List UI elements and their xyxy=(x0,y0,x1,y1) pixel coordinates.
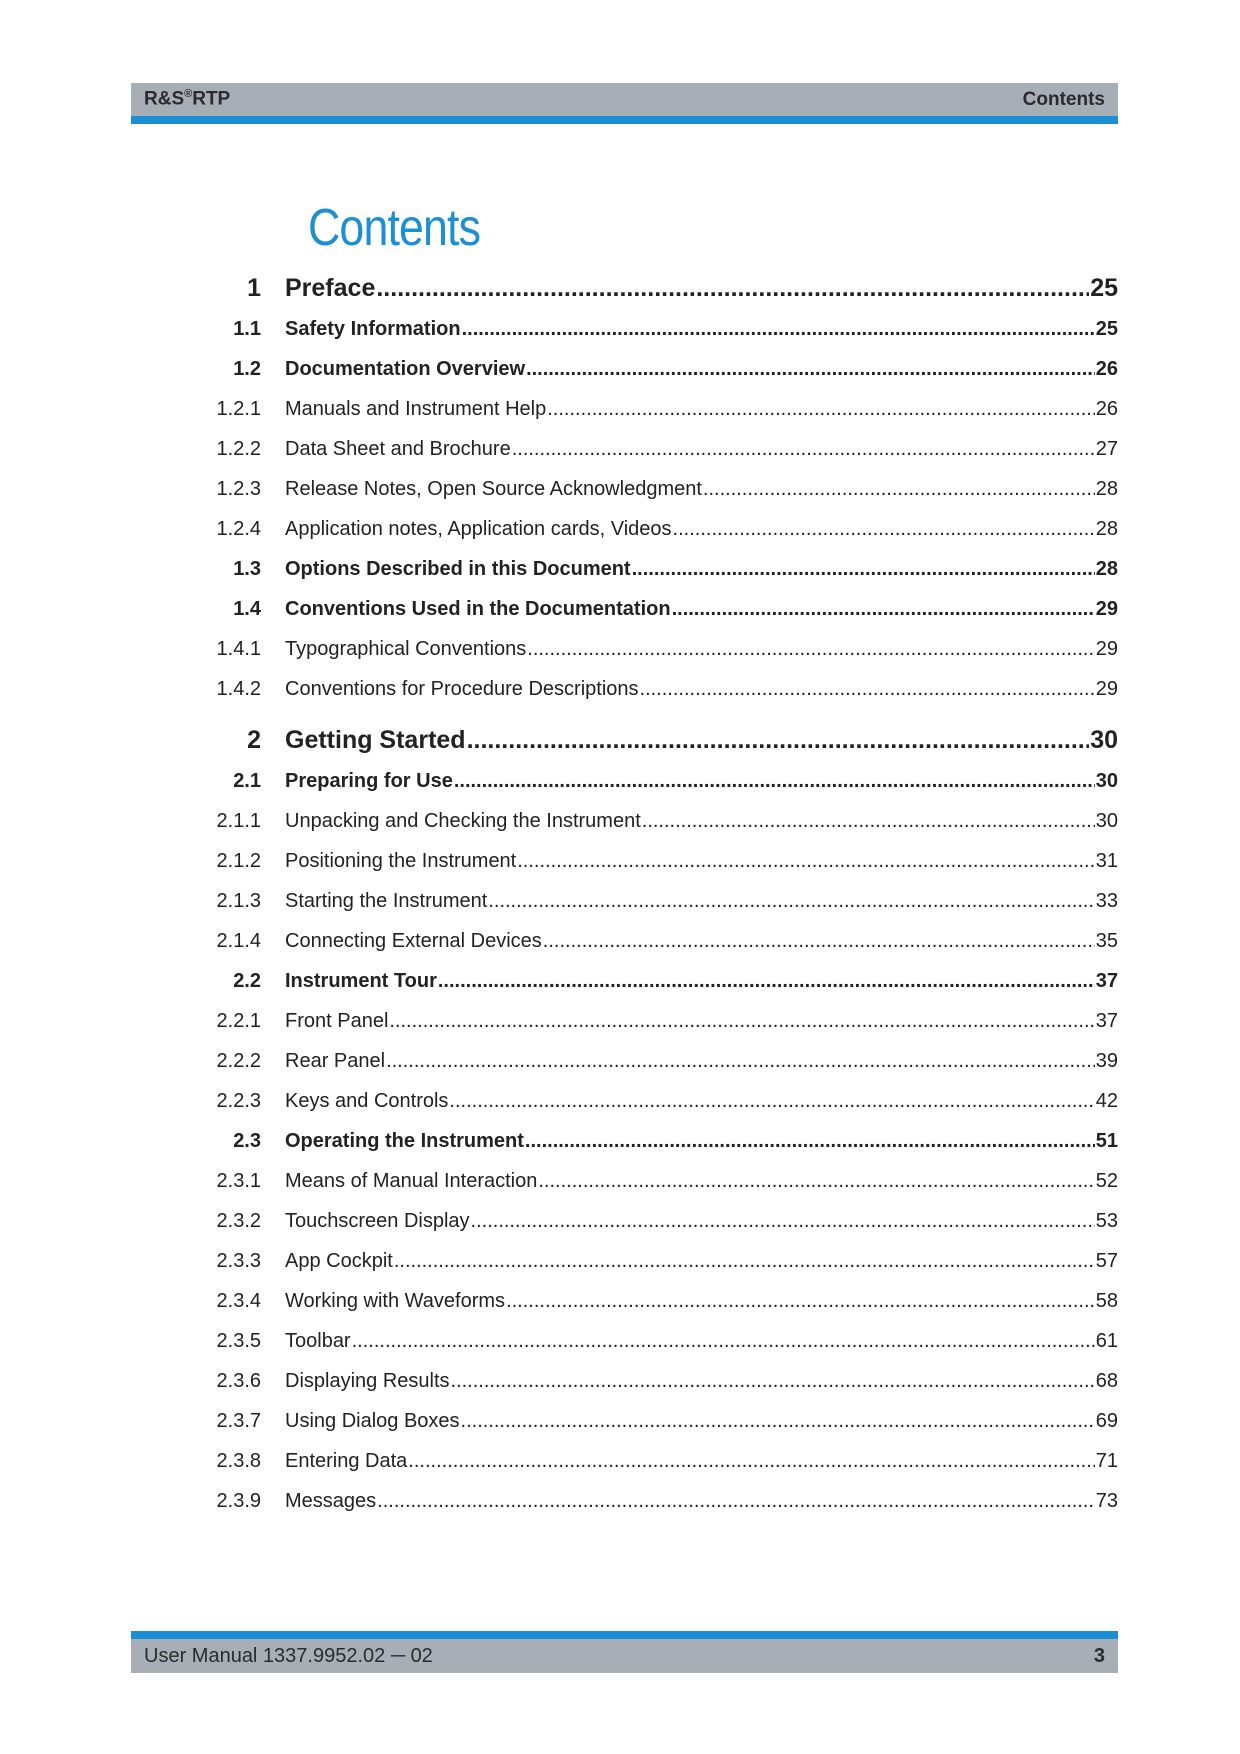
page-title: Contents xyxy=(308,199,481,257)
dot-leader xyxy=(526,358,1095,381)
toc-entry[interactable] xyxy=(131,970,1118,1004)
toc-entry-page[interactable]: 31 xyxy=(1095,850,1118,872)
toc-entry[interactable] xyxy=(131,1090,1118,1124)
toc-entry-page[interactable]: 33 xyxy=(1095,890,1118,912)
dot-leader xyxy=(547,398,1095,421)
toc-entry[interactable] xyxy=(131,678,1118,712)
toc-entry-page[interactable]: 51 xyxy=(1095,1130,1118,1152)
toc-entry-page[interactable]: 30 xyxy=(1095,770,1118,792)
toc-entry-title[interactable]: Preface xyxy=(285,274,376,302)
toc-entry-page[interactable]: 61 xyxy=(1095,1330,1118,1352)
toc-entry-title[interactable]: Operating the Instrument xyxy=(285,1130,524,1152)
toc-entry-title[interactable]: Toolbar xyxy=(285,1330,351,1352)
toc-entry-title[interactable]: Front Panel xyxy=(285,1010,389,1032)
toc-entry-title[interactable]: Working with Waveforms xyxy=(285,1290,506,1312)
toc-entry-page[interactable]: 52 xyxy=(1095,1170,1118,1192)
toc-entry-page[interactable]: 26 xyxy=(1095,358,1118,380)
toc-entry-page[interactable]: 71 xyxy=(1095,1450,1118,1472)
toc-entry-title[interactable]: Documentation Overview xyxy=(285,358,526,380)
toc-entry-title[interactable]: Manuals and Instrument Help xyxy=(285,398,547,420)
toc-entry[interactable] xyxy=(131,274,1118,308)
toc-entry[interactable] xyxy=(131,1330,1118,1364)
toc-entry[interactable] xyxy=(131,1290,1118,1324)
dot-leader xyxy=(527,638,1094,661)
dot-leader xyxy=(471,1210,1095,1233)
toc-entry-title[interactable]: Instrument Tour xyxy=(285,970,437,992)
toc-entry-title[interactable]: Messages xyxy=(285,1490,377,1512)
toc-entry[interactable] xyxy=(131,318,1118,352)
toc-entry-page[interactable]: 37 xyxy=(1095,1010,1118,1032)
toc-entry-number: 2.3.6 xyxy=(216,1370,261,1392)
toc-entry[interactable] xyxy=(131,558,1118,592)
dot-leader xyxy=(538,1170,1094,1193)
toc-entry-title[interactable]: Release Notes, Open Source Acknowledgment xyxy=(285,478,702,500)
dot-leader xyxy=(461,1410,1095,1433)
toc-entry-title[interactable]: Data Sheet and Brochure xyxy=(285,438,511,460)
toc-entry-number: 1.4 xyxy=(233,598,261,620)
dot-leader xyxy=(642,810,1095,833)
toc-entry-page[interactable]: 30 xyxy=(1090,726,1118,754)
page-number: 3 xyxy=(1093,1644,1105,1667)
toc-entry-number: 2.2.3 xyxy=(216,1090,261,1112)
toc-entry-title[interactable]: Means of Manual Interaction xyxy=(285,1170,538,1192)
dot-leader xyxy=(386,1050,1095,1073)
toc-entry-page[interactable]: 29 xyxy=(1095,598,1118,620)
toc-entry-page[interactable]: 73 xyxy=(1095,1490,1118,1512)
toc-entry[interactable] xyxy=(131,890,1118,924)
toc-entry-number: 2.3.5 xyxy=(216,1330,261,1352)
dot-leader xyxy=(506,1290,1095,1313)
toc-entry-number: 2.1.3 xyxy=(216,890,261,912)
toc-entry-title[interactable]: App Cockpit xyxy=(285,1250,393,1272)
toc-entry-number: 2.3.7 xyxy=(216,1410,261,1432)
dot-leader xyxy=(376,274,1089,303)
toc-entry-title[interactable]: Touchscreen Display xyxy=(285,1210,470,1232)
dot-leader xyxy=(389,1010,1094,1033)
toc-entry-number: 2.3.3 xyxy=(216,1250,261,1272)
toc-entry[interactable] xyxy=(131,930,1118,964)
toc-entry[interactable] xyxy=(131,398,1118,432)
toc-entry-title[interactable]: Positioning the Instrument xyxy=(285,850,517,872)
toc-entry-title[interactable]: Rear Panel xyxy=(285,1050,386,1072)
dot-leader xyxy=(543,930,1095,953)
toc-entry-number: 1.2.2 xyxy=(216,438,261,460)
toc-entry[interactable] xyxy=(131,438,1118,472)
toc-entry-page[interactable]: 29 xyxy=(1095,678,1118,700)
toc-entry-page[interactable]: 39 xyxy=(1095,1050,1118,1072)
toc-entry-title[interactable]: Keys and Controls xyxy=(285,1090,449,1112)
toc-entry[interactable] xyxy=(131,1210,1118,1244)
dot-leader xyxy=(408,1450,1094,1473)
toc-entry[interactable] xyxy=(131,1490,1118,1524)
footer-rule xyxy=(131,1631,1118,1639)
toc-entry-title[interactable]: Displaying Results xyxy=(285,1370,450,1392)
toc-entry-number: 2.2.2 xyxy=(216,1050,261,1072)
toc-entry[interactable] xyxy=(131,1050,1118,1084)
dot-leader xyxy=(449,1090,1094,1113)
toc-entry-title[interactable]: Connecting External Devices xyxy=(285,930,542,952)
toc-entry-page[interactable]: 57 xyxy=(1095,1250,1118,1272)
toc-entry-page[interactable]: 28 xyxy=(1095,558,1118,580)
dot-leader xyxy=(517,850,1095,873)
header-section: Contents xyxy=(1022,88,1105,110)
product-name: R&S®RTP xyxy=(144,88,231,110)
toc-entry-number: 1.1 xyxy=(233,318,261,340)
dot-leader xyxy=(438,970,1095,993)
dot-leader xyxy=(352,1330,1095,1353)
toc-entry[interactable] xyxy=(131,478,1118,512)
toc-entry-title[interactable]: Entering Data xyxy=(285,1450,408,1472)
dot-leader xyxy=(512,438,1095,461)
toc-entry-number: 2.2.1 xyxy=(216,1010,261,1032)
toc-entry[interactable] xyxy=(131,358,1118,392)
toc-entry-number: 1.2.3 xyxy=(216,478,261,500)
dot-leader xyxy=(673,518,1095,541)
toc-entry-number: 1.4.1 xyxy=(216,638,261,660)
page-footer xyxy=(131,1631,1118,1673)
toc-entry[interactable] xyxy=(131,598,1118,632)
toc-entry[interactable] xyxy=(131,1370,1118,1404)
toc-entry-page[interactable]: 29 xyxy=(1095,638,1118,660)
toc-entry[interactable] xyxy=(131,1450,1118,1484)
toc-entry-page[interactable]: 69 xyxy=(1095,1410,1118,1432)
toc-entry-title[interactable]: Getting Started xyxy=(285,726,466,754)
dot-leader xyxy=(632,558,1095,581)
toc-entry-number: 2 xyxy=(247,726,261,754)
dot-leader xyxy=(462,318,1095,341)
toc-entry-page[interactable]: 25 xyxy=(1095,318,1118,340)
toc-entry-number: 1.4.2 xyxy=(216,678,261,700)
dot-leader xyxy=(454,770,1095,793)
toc-entry-page[interactable]: 42 xyxy=(1095,1090,1118,1112)
toc-entry-title[interactable]: Typographical Conventions xyxy=(285,638,527,660)
toc-entry-page[interactable]: 35 xyxy=(1095,930,1118,952)
dot-leader xyxy=(488,890,1094,913)
toc-entry[interactable] xyxy=(131,1170,1118,1204)
dot-leader xyxy=(672,598,1095,621)
toc-entry-page[interactable]: 37 xyxy=(1095,970,1118,992)
toc-entry-number: 2.3.1 xyxy=(216,1170,261,1192)
toc-entry-number: 2.1.1 xyxy=(216,810,261,832)
toc-entry-title[interactable]: Unpacking and Checking the Instrument xyxy=(285,810,641,832)
toc-entry-number: 2.3.9 xyxy=(216,1490,261,1512)
toc-entry-number: 2.1.2 xyxy=(216,850,261,872)
toc-entry-number: 1.3 xyxy=(233,558,261,580)
toc-entry[interactable] xyxy=(131,1010,1118,1044)
header-bar xyxy=(131,83,1118,116)
toc-entry-number: 2.3.8 xyxy=(216,1450,261,1472)
toc-entry-number: 2.3.4 xyxy=(216,1290,261,1312)
toc-entry[interactable] xyxy=(131,1410,1118,1444)
toc-entry-title[interactable]: Application notes, Application cards, Videos xyxy=(285,518,672,540)
dot-leader xyxy=(640,678,1095,701)
dot-leader xyxy=(467,726,1090,755)
toc-entry[interactable] xyxy=(131,1250,1118,1284)
header-rule xyxy=(131,116,1118,124)
toc-entry-page[interactable]: 26 xyxy=(1095,398,1118,420)
dot-leader xyxy=(703,478,1095,501)
toc-entry-title[interactable]: Options Described in this Document xyxy=(285,558,631,580)
toc-entry-title[interactable]: Safety Information xyxy=(285,318,461,340)
toc-entry-title[interactable]: Starting the Instrument xyxy=(285,890,488,912)
toc-entry-number: 2.3 xyxy=(233,1130,261,1152)
toc-entry-title[interactable]: Conventions for Procedure Descriptions xyxy=(285,678,639,700)
toc-entry[interactable] xyxy=(131,518,1118,552)
toc-entry-number: 1.2.4 xyxy=(216,518,261,540)
toc-entry-number: 1.2 xyxy=(233,358,261,380)
toc-entry-page[interactable]: 30 xyxy=(1095,810,1118,832)
toc-entry-number: 2.1.4 xyxy=(216,930,261,952)
toc-entry-title[interactable]: Using Dialog Boxes xyxy=(285,1410,460,1432)
toc-entry-number: 1.2.1 xyxy=(216,398,261,420)
dot-leader xyxy=(377,1490,1095,1513)
toc-entry-page[interactable]: 53 xyxy=(1095,1210,1118,1232)
dot-leader xyxy=(525,1130,1095,1153)
toc-entry-number: 2.2 xyxy=(233,970,261,992)
toc-entry-page[interactable]: 58 xyxy=(1095,1290,1118,1312)
toc-entry-number: 1 xyxy=(247,274,261,302)
toc-entry-page[interactable]: 25 xyxy=(1090,274,1118,302)
toc-entry-number: 2.1 xyxy=(233,770,261,792)
toc-entry-number: 2.3.2 xyxy=(216,1210,261,1232)
toc-entry-title[interactable]: Preparing for Use xyxy=(285,770,453,792)
toc-entry-page[interactable]: 68 xyxy=(1095,1370,1118,1392)
toc-entry-title[interactable]: Conventions Used in the Documentation xyxy=(285,598,671,620)
manual-id: User Manual 1337.9952.02 ─ 02 xyxy=(144,1644,433,1667)
toc-entry[interactable] xyxy=(131,726,1118,760)
footer-bar xyxy=(131,1639,1118,1673)
toc-entry-page[interactable]: 28 xyxy=(1095,478,1118,500)
toc-entry[interactable] xyxy=(131,810,1118,844)
toc-entry[interactable] xyxy=(131,850,1118,884)
dot-leader xyxy=(394,1250,1095,1273)
toc-entry-page[interactable]: 27 xyxy=(1095,438,1118,460)
toc-entry[interactable] xyxy=(131,770,1118,804)
page-header xyxy=(131,83,1118,124)
toc-entry-page[interactable]: 28 xyxy=(1095,518,1118,540)
toc-entry[interactable] xyxy=(131,638,1118,672)
toc-entry[interactable] xyxy=(131,1130,1118,1164)
dot-leader xyxy=(451,1370,1095,1393)
